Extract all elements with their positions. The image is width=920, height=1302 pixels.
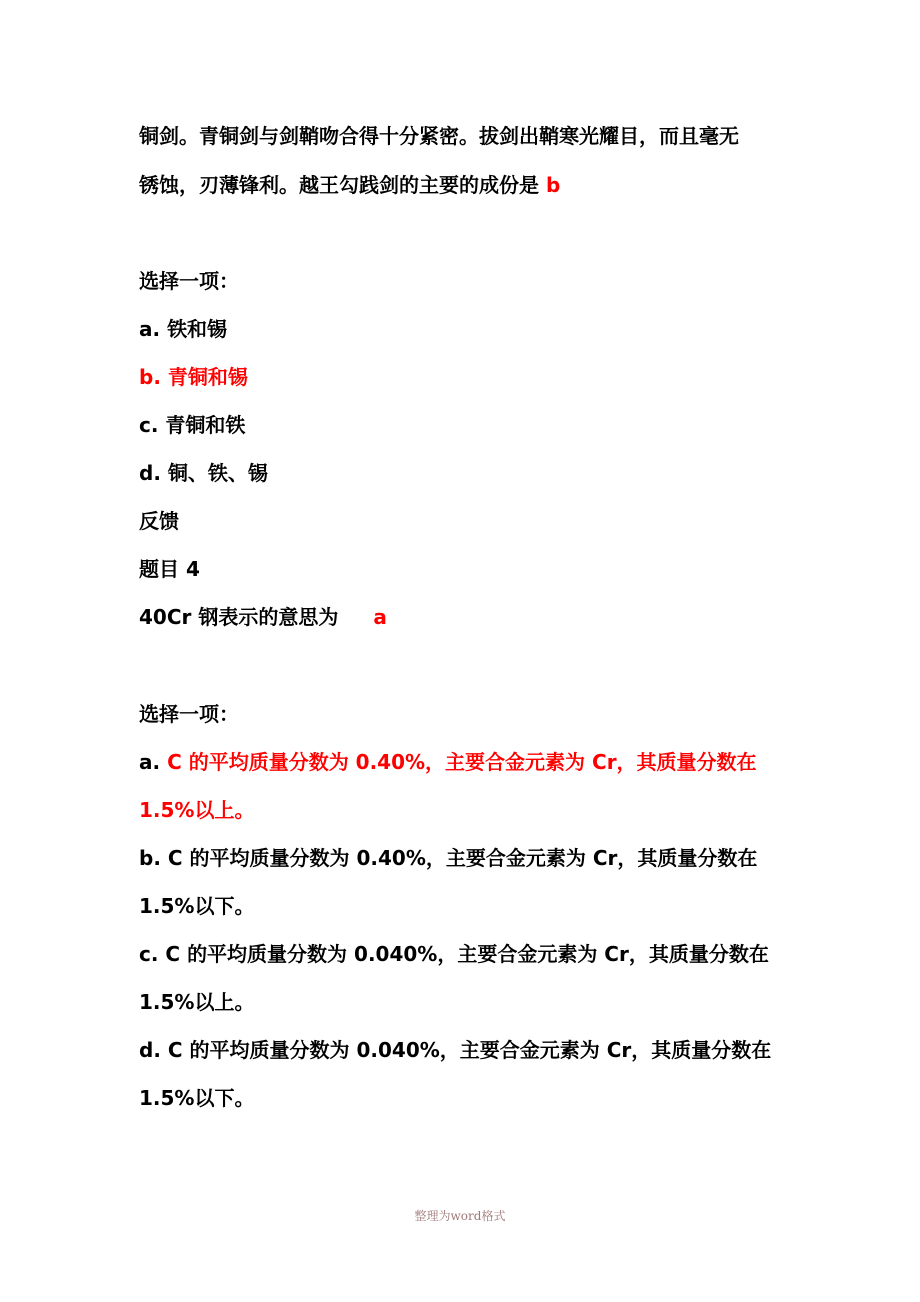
- q4-answer: a: [373, 605, 387, 629]
- q3-stem-line-1: [139, 122, 739, 150]
- q4-option-a-letter: a.: [139, 750, 161, 774]
- q4-option-b-line-1: [139, 844, 757, 872]
- page-footer: 整理为word格式: [414, 1209, 506, 1223]
- q4-option-c-line-1: [139, 940, 769, 968]
- q4-option-d-line-2: 1.5%以下。: [139, 1086, 255, 1110]
- q3-option-a-text: 铁和锡: [167, 317, 228, 341]
- q3-option-a: [139, 315, 227, 343]
- q3-option-b-correct: [139, 363, 248, 391]
- q4-stem-text: 40Cr 钢表示的意思为: [139, 605, 339, 629]
- q4-option-b-text-1: C 的平均质量分数为 0.40%，主要合金元素为 Cr，其质量分数在: [167, 846, 758, 870]
- q4-option-d-line-1: [139, 1036, 771, 1064]
- q4-option-b-letter: b.: [139, 846, 161, 870]
- q3-option-d-letter: d.: [139, 461, 161, 485]
- q4-option-d-text-1: C 的平均质量分数为 0.040%，主要合金元素为 Cr，其质量分数在: [167, 1038, 772, 1062]
- q3-stem-line-2: [139, 171, 560, 199]
- q4-title: 题目 4: [139, 557, 200, 581]
- q3-answer: b: [545, 173, 561, 197]
- q3-option-a-letter: a.: [139, 317, 161, 341]
- q3-stem-line-1-text: 铜剑。青铜剑与剑鞘吻合得十分紧密。拔剑出鞘寒光耀目，而且毫无: [139, 124, 739, 148]
- q4-option-b-line-2: 1.5%以下。: [139, 894, 255, 918]
- q4-option-a-line-2: 1.5%以上。: [139, 798, 255, 822]
- q3-feedback-label: 反馈: [139, 509, 179, 533]
- q3-option-d: [139, 459, 268, 487]
- q3-stem-line-2-text: 锈蚀，刃薄锋利。越王勾践剑的主要的成份是: [139, 173, 539, 197]
- q3-option-c-text: 青铜和铁: [165, 413, 246, 437]
- q4-choose-label: 选择一项：: [139, 702, 239, 726]
- q4-option-c-text-1: C 的平均质量分数为 0.040%，主要合金元素为 Cr，其质量分数在: [165, 942, 769, 966]
- q3-choose-label: 选择一项：: [139, 269, 239, 293]
- q4-option-c-line-2: 1.5%以上。: [139, 990, 255, 1014]
- q3-option-b-letter: b.: [139, 365, 161, 389]
- q4-stem: [139, 603, 387, 631]
- q3-option-c-letter: c.: [139, 413, 159, 437]
- q3-option-b-text: 青铜和锡: [167, 365, 248, 389]
- q3-option-c: [139, 411, 245, 439]
- q4-option-c-letter: c.: [139, 942, 159, 966]
- q4-option-d-letter: d.: [139, 1038, 161, 1062]
- q3-option-d-text: 铜、铁、锡: [167, 461, 268, 485]
- q4-option-a-text-1: C 的平均质量分数为 0.40%，主要合金元素为 Cr，其质量分数在: [167, 750, 757, 774]
- q4-option-a-line-1: [139, 748, 757, 776]
